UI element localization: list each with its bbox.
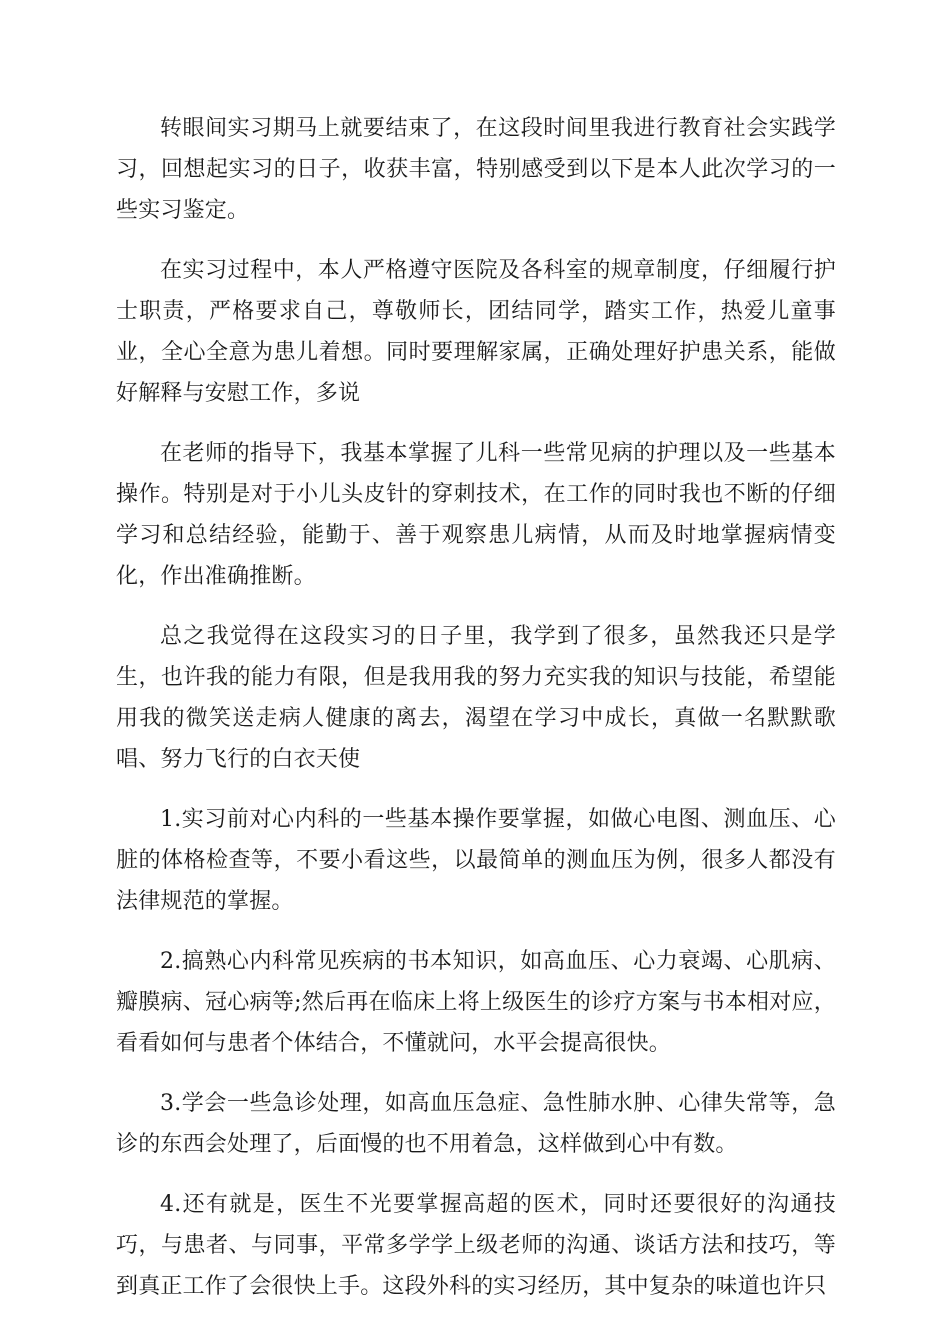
paragraph-intro: 转眼间实习期马上就要结束了，在这段时间里我进行教育社会实践学习，回想起实习的日子，收获丰富，特别感受到以下是本人此次学习的一些实习鉴定。 xyxy=(116,116,836,223)
paragraph-skills: 在老师的指导下，我基本掌握了儿科一些常见病的护理以及一些基本操作。特别是对于小儿头皮针的穿刺技术，在工作的同时我也不断的仔细学习和总结经验，能勤于、善于观察患儿病情，从而及时地掌握病情变化，作出准确推断。 xyxy=(116,441,836,589)
list-item-3: 3.学会一些急诊处理，如高血压急症、急性肺水肿、心律失常等，急诊的东西会处理了，后面慢的也不用着急，这样做到心中有数。 xyxy=(116,1091,836,1157)
list-item-2: 2.搞熟心内科常见疾病的书本知识，如高血压、心力衰竭、心肌病、瓣膜病、冠心病等;然后再在临床上将上级医生的诊疗方案与书本相对应，看看如何与患者个体结合，不懂就问，水平会提高很快。 xyxy=(116,949,836,1056)
paragraph-summary: 总之我觉得在这段实习的日子里，我学到了很多，虽然我还只是学生，也许我的能力有限，但是我用我的努力充实我的知识与技能，希望能用我的微笑送走病人健康的离去，渴望在学习中成长，真做一名默默歌唱、努力飞行的白衣天使 xyxy=(116,624,836,772)
list-item-4: 4.还有就是，医生不光要掌握高超的医术，同时还要很好的沟通技巧，与患者、与同事，平常多学学上级老师的沟通、谈话方法和技巧，等到真正工作了会很快上手。这段外科的实习经历，其中复杂的味道也许只 xyxy=(116,1192,836,1299)
paragraph-conduct: 在实习过程中，本人严格遵守医院及各科室的规章制度，仔细履行护士职责，严格要求自己，尊敬师长，团结同学，踏实工作，热爱儿童事业，全心全意为患儿着想。同时要理解家属，正确处理好护患关系，能做好解释与安慰工作，多说 xyxy=(116,258,836,406)
list-item-1: 1.实习前对心内科的一些基本操作要掌握，如做心电图、测血压、心脏的体格检查等，不要小看这些，以最简单的测血压为例，很多人都没有法律规范的掌握。 xyxy=(116,807,836,914)
document-body xyxy=(116,108,836,1326)
